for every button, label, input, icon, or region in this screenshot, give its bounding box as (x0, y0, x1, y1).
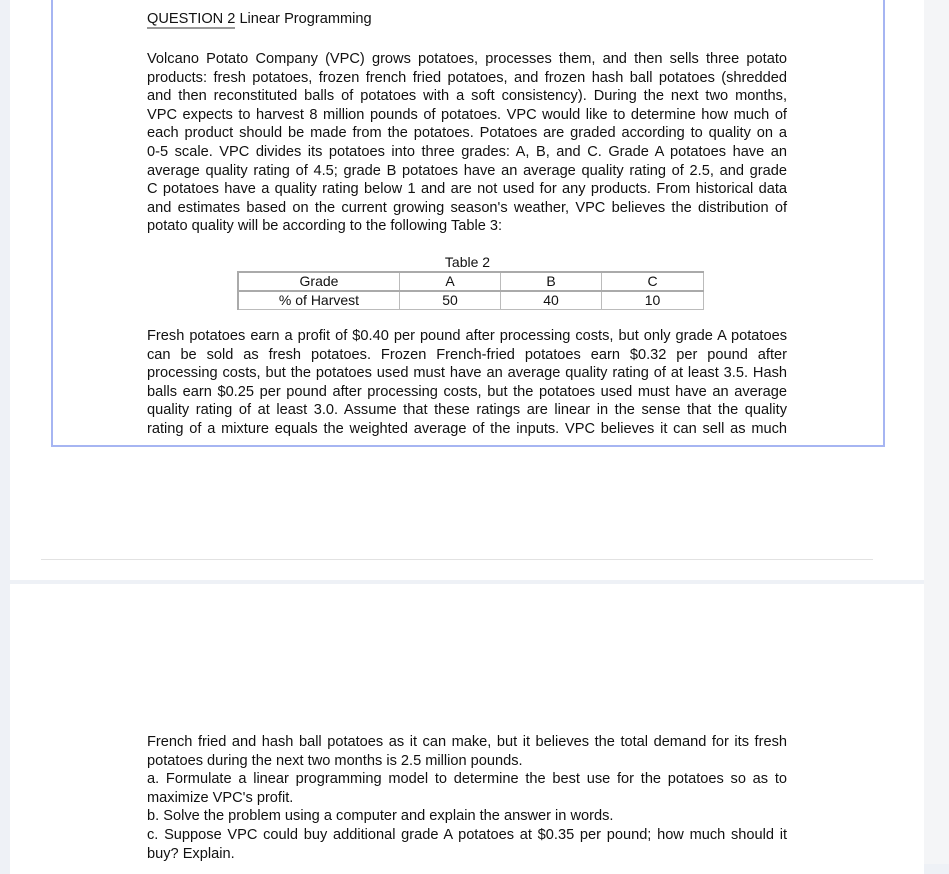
table-cell: B (501, 272, 602, 291)
table-cell: Grade (238, 272, 400, 291)
text-line: a. Formulate a linear programming model to determine the best use for the potatoes so as to (147, 771, 787, 788)
text-line: maximize VPC's profit. (147, 789, 294, 806)
question-title (147, 11, 372, 27)
table-cell: A (400, 272, 501, 291)
text-line: VPC expects to harvest 8 million pounds of potatoes. VPC would like to determine how much of (147, 106, 787, 123)
table-cell: C (602, 272, 704, 291)
table-cell: 10 (602, 291, 704, 310)
text-line: average quality rating of 4.5; grade B potatoes have an average quality rating of 2.5, and grade (147, 162, 787, 179)
text-line: C potatoes have a quality rating below 1 and are not used for any products. From historical data (147, 181, 787, 198)
question-topic: Linear Programming (235, 11, 372, 27)
text-line: potatoes during the next two months is 2.5 million pounds. (147, 752, 523, 769)
table-row (238, 291, 704, 310)
text-line: and then reconstituted balls of potatoes with a soft consistency). During the next two months, (147, 88, 787, 105)
harvest-table (237, 271, 704, 310)
text-line: 0-5 scale. VPC divides its potatoes into three grades: A, B, and C. Grade A potatoes have an (147, 143, 787, 160)
text-line: quality rating of at least 3.0. Assume that these ratings are linear in the sense that the quality (147, 402, 787, 419)
table-cell: 40 (501, 291, 602, 310)
text-line: Fresh potatoes earn a profit of $0.40 per pound after processing costs, but only grade A potatoes (147, 328, 787, 344)
text-line: can be sold as fresh potatoes. Frozen French-fried potatoes earn $0.32 per pound after (147, 346, 787, 363)
table-row (238, 272, 704, 291)
question-number: QUESTION 2 (147, 11, 236, 27)
page-divider (41, 559, 873, 560)
text-line: buy? Explain. (147, 845, 235, 862)
text-line: Volcano Potato Company (VPC) grows potatoes, processes them, and then sells three potato (147, 51, 787, 67)
text-line: and estimates based on the current growing season's weather, VPC believes the distribution of (147, 199, 787, 216)
scrollbar-track[interactable] (924, 0, 949, 864)
table-caption: Table 2 (444, 254, 491, 270)
text-line: products: fresh potatoes, frozen french fried potatoes, and frozen hash ball potatoes (shredded (147, 69, 787, 86)
text-line: each product should be made from the potatoes. Potatoes are graded according to quality on a (147, 125, 787, 142)
paragraph-profits (147, 327, 787, 439)
text-line: potato quality will be according to the following Table 3: (147, 218, 503, 235)
paragraph-questions (147, 733, 787, 863)
text-line: c. Suppose VPC could buy additional grade A potatoes at $0.35 per pound; how much should it (147, 826, 787, 843)
paragraph-intro (147, 50, 787, 236)
table-cell: 50 (400, 291, 501, 310)
text-line: French fried and hash ball potatoes as it can make, but it believes the total demand for its fresh (147, 734, 787, 750)
text-line: rating of a mixture equals the weighted average of the inputs. VPC believes it can sell as much (147, 420, 787, 437)
table-cell: % of Harvest (238, 291, 400, 310)
text-line: b. Solve the problem using a computer and explain the answer in words. (147, 808, 614, 825)
text-line: balls earn $0.25 per pound after processing costs, but the potatoes used must have an average (147, 383, 787, 400)
text-line: processing costs, but the potatoes used must have an average quality rating of at least 3.5. Hash (147, 365, 787, 382)
